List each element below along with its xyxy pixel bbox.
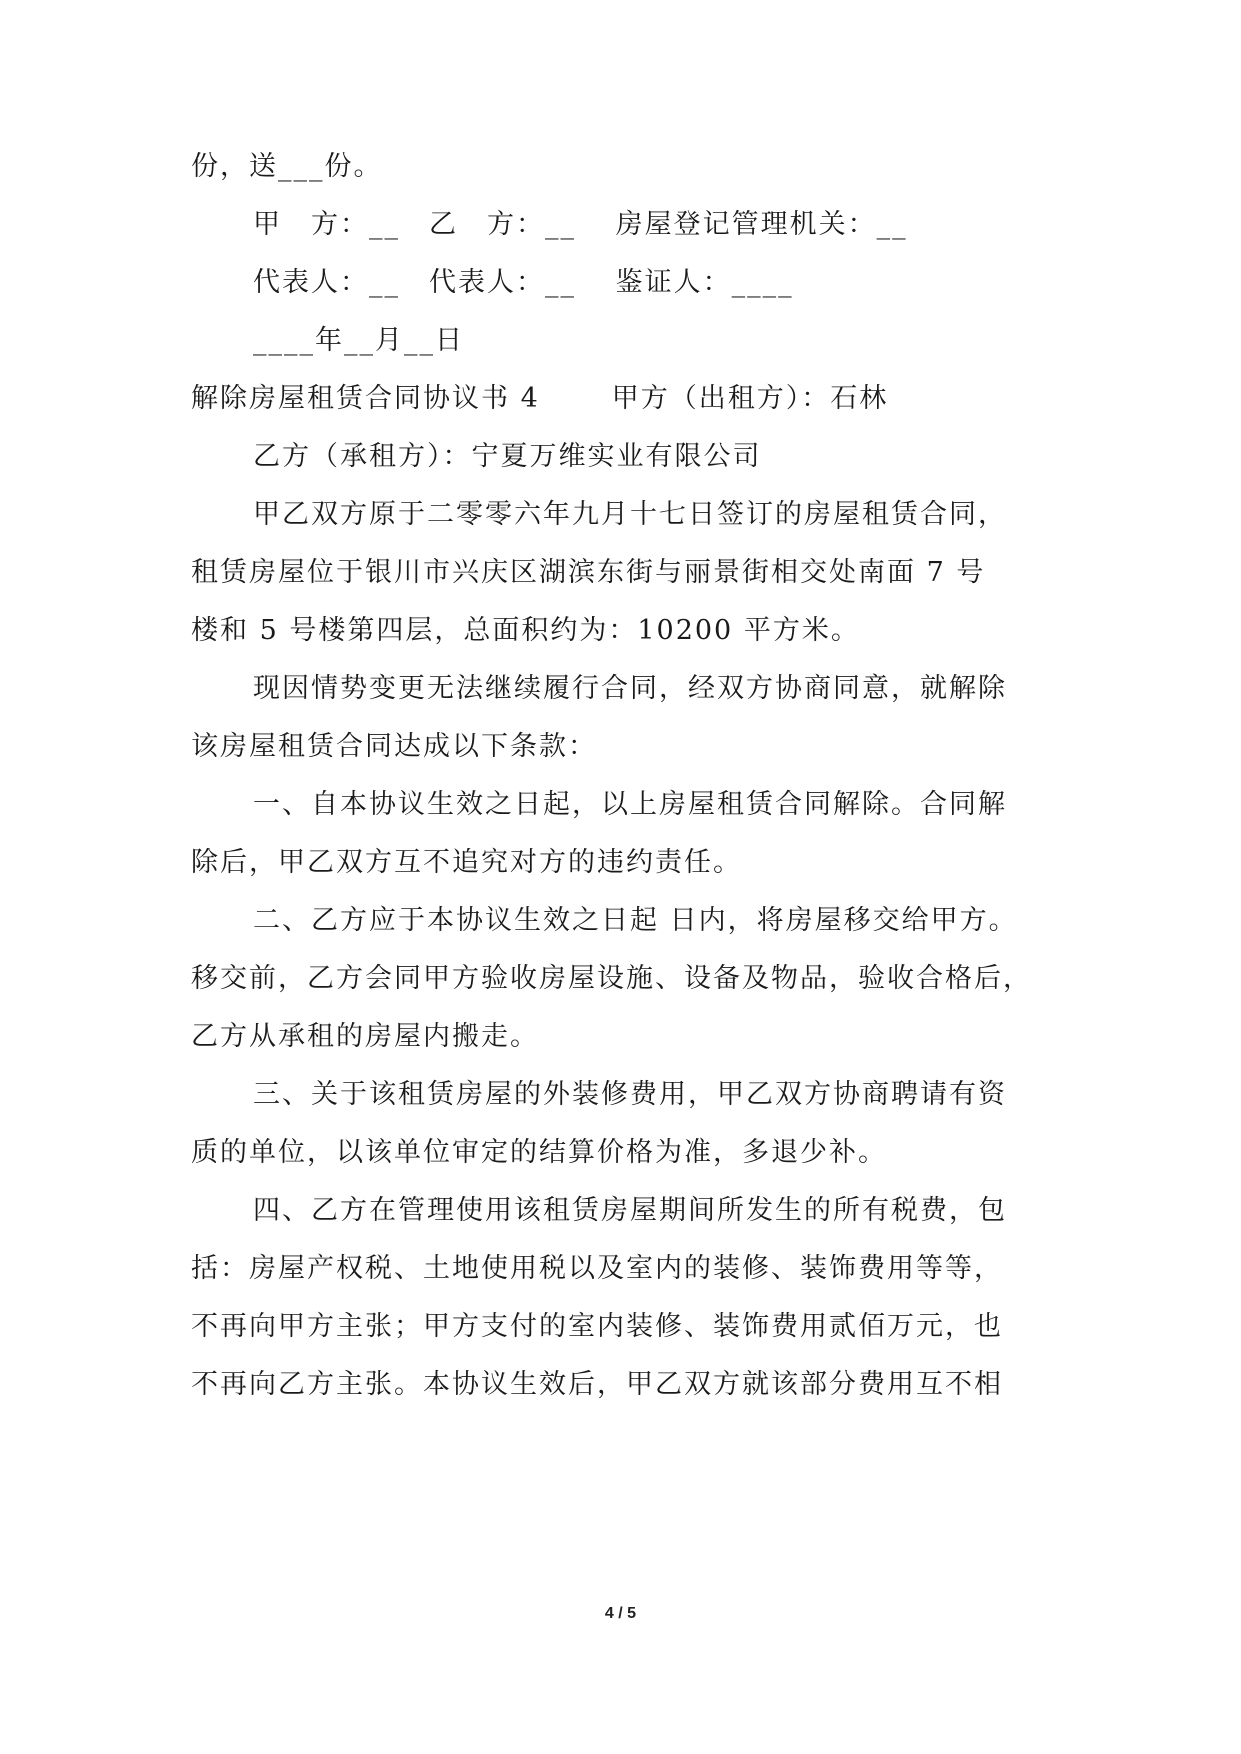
agreement-title: 解除房屋租赁合同协议书 4 xyxy=(191,383,540,414)
paragraph-line: 租赁房屋位于银川市兴庆区湖滨东街与丽景街相交处南面 7 号 xyxy=(191,557,986,588)
signature-parties-line: 甲 方：__ 乙 方：__ 房屋登记管理机关：__ xyxy=(253,209,908,240)
clause-line: 四、乙方在管理使用该租赁房屋期间所发生的所有税费，包 xyxy=(253,1195,1007,1226)
clause-line: 一、自本协议生效之日起，以上房屋租赁合同解除。合同解 xyxy=(253,789,1007,820)
party-b-lessee: 乙方（承租方）：宁夏万维实业有限公司 xyxy=(253,441,762,472)
page-number: 4 / 5 xyxy=(604,1605,637,1622)
clause-line: 括：房屋产权税、土地使用税以及室内的装修、装饰费用等等， xyxy=(191,1253,1003,1284)
clause-line: 二、乙方应于本协议生效之日起 日内，将房屋移交给甲方。 xyxy=(253,905,1018,936)
agreement-heading-line xyxy=(0,379,1241,419)
paragraph-line: 甲乙双方原于二零零六年九月十七日签订的房屋租赁合同， xyxy=(253,499,1007,530)
clause-line: 不再向乙方主张。本协议生效后，甲乙双方就该部分费用互不相 xyxy=(191,1369,1003,1400)
paragraph-line: 楼和 5 号楼第四层，总面积约为：10200 平方米。 xyxy=(191,615,860,646)
clause-line: 三、关于该租赁房屋的外装修费用，甲乙双方协商聘请有资 xyxy=(253,1079,1007,1110)
clause-line: 不再向甲方主张；甲方支付的室内装修、装饰费用贰佰万元，也 xyxy=(191,1311,1003,1342)
paragraph-line: 份，送___份。 xyxy=(191,151,383,182)
party-a-lessor: 甲方（出租方）：石林 xyxy=(611,383,889,414)
clause-line: 移交前，乙方会同甲方验收房屋设施、设备及物品，验收合格后， xyxy=(191,963,1032,994)
clause-line: 乙方从承租的房屋内搬走。 xyxy=(191,1021,539,1052)
signature-date-line: ____年__月__日 xyxy=(253,325,464,356)
paragraph-line: 现因情势变更无法继续履行合同，经双方协商同意，就解除 xyxy=(253,673,1007,704)
paragraph-line: 该房屋租赁合同达成以下条款： xyxy=(191,731,597,762)
clause-line: 除后，甲乙双方互不追究对方的违约责任。 xyxy=(191,847,742,878)
clause-line: 质的单位，以该单位审定的结算价格为准，多退少补。 xyxy=(191,1137,887,1168)
signature-representatives-line: 代表人：__ 代表人：__ 鉴证人：____ xyxy=(253,267,794,298)
